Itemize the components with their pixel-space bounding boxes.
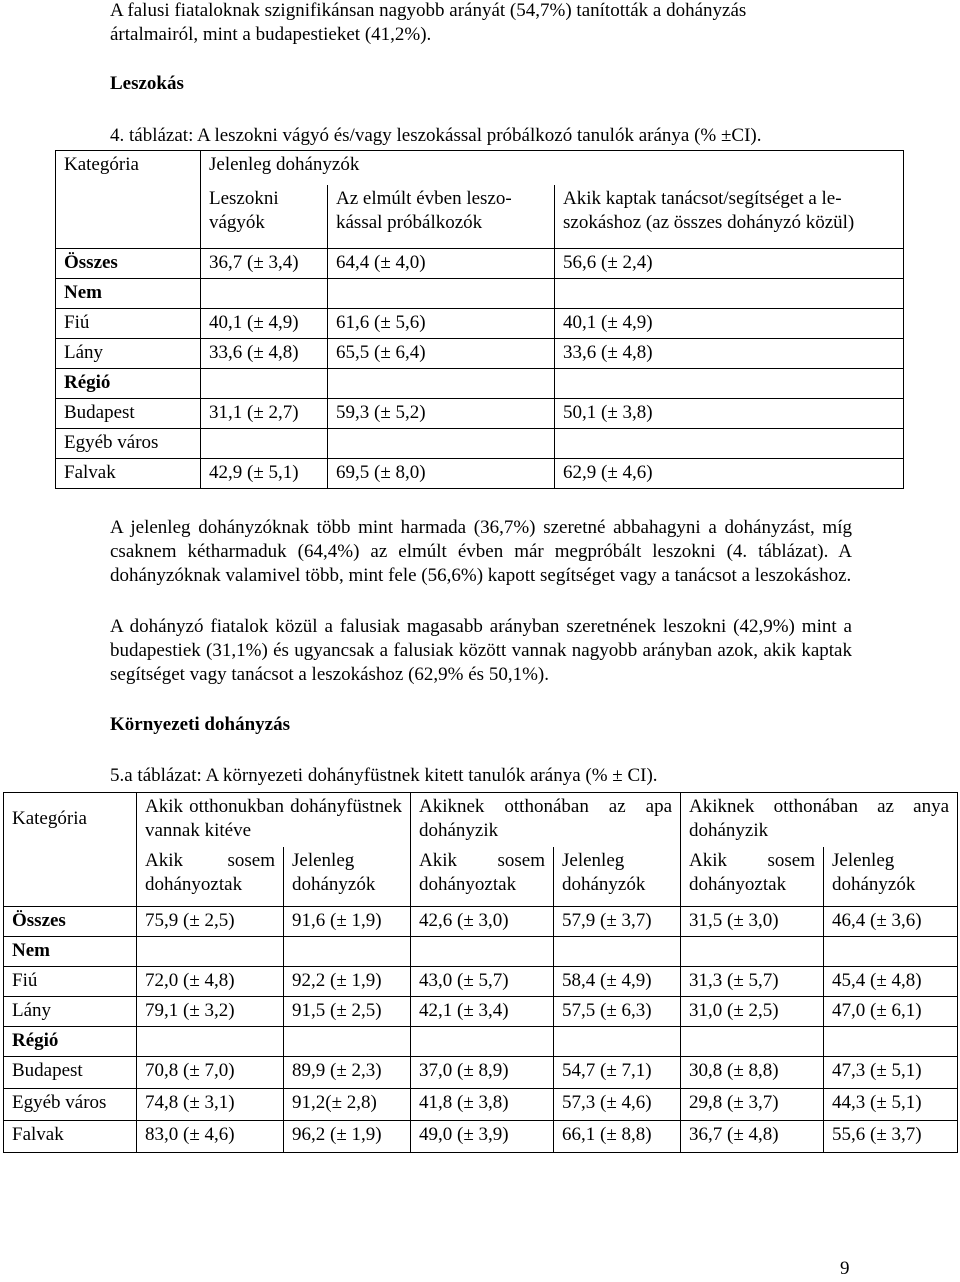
table5-head-group3: Akiknek otthonában az anya dohányzik: [681, 793, 958, 847]
table-cell: 31,3 (± 5,7): [681, 967, 824, 997]
table-cell: 61,6 (± 5,6): [328, 309, 555, 339]
table-cell: 92,2 (± 1,9): [284, 967, 411, 997]
table-cell: 41,8 (± 3,8): [411, 1089, 554, 1121]
table-cell: [555, 429, 904, 459]
table4-head-col2-line1: Az elmúlt évben leszo-: [336, 187, 512, 209]
table-cell: [411, 1027, 554, 1057]
table5-head-never-smoked: Akik sosem dohányoztak: [411, 847, 554, 907]
table-cell: [554, 937, 681, 967]
table-cell: [681, 1027, 824, 1057]
table-cell: 79,1 (± 3,2): [137, 997, 284, 1027]
table-cell: 31,0 (± 2,5): [681, 997, 824, 1027]
table-cell: [201, 279, 328, 309]
table-cell: [201, 429, 328, 459]
table-cell: 47,3 (± 5,1): [824, 1057, 958, 1089]
table-cell: 62,9 (± 4,6): [555, 459, 904, 489]
table-row-label: Fiú: [56, 309, 201, 339]
table-cell: 69,5 (± 8,0): [328, 459, 555, 489]
section-heading-leszokas: Leszokás: [110, 73, 184, 94]
table-row-label: Budapest: [56, 399, 201, 429]
table-cell: 54,7 (± 7,1): [554, 1057, 681, 1089]
table-cell: 75,9 (± 2,5): [137, 907, 284, 937]
table4-head-col3-line2: szokáshoz (az összes dohányzó közül): [563, 211, 855, 233]
table-cell: 40,1 (± 4,9): [555, 309, 904, 339]
table-cell: 31,1 (± 2,7): [201, 399, 328, 429]
table-row-label: Falvak: [4, 1121, 137, 1153]
table-cell: [284, 1027, 411, 1057]
table-cell: 56,6 (± 2,4): [555, 249, 904, 279]
table-cell: 59,3 (± 5,2): [328, 399, 555, 429]
table4-head-col2-line2: kással próbálkozók: [336, 211, 483, 233]
table-cell: 91,5 (± 2,5): [284, 997, 411, 1027]
table5-head-never-smoked: Akik sosem dohányoztak: [137, 847, 284, 907]
table-cell: 45,4 (± 4,8): [824, 967, 958, 997]
table-cell: 42,9 (± 5,1): [201, 459, 328, 489]
table-cell: 42,6 (± 3,0): [411, 907, 554, 937]
table-row-label: Egyéb város: [56, 429, 201, 459]
table-row-label: Nem: [4, 937, 137, 967]
table5-head-current-smoker: Jelenleg dohányzók: [554, 847, 681, 907]
table-row-label: Régió: [4, 1027, 137, 1057]
table-row-label: Régió: [56, 369, 201, 399]
table4-head-col1-line2: vágyók: [209, 211, 265, 233]
table-cell: 49,0 (± 3,9): [411, 1121, 554, 1153]
table-cell: 33,6 (± 4,8): [555, 339, 904, 369]
table-cell: [554, 1027, 681, 1057]
table-cell: [555, 279, 904, 309]
table-row-label: Lány: [4, 997, 137, 1027]
table-cell: 40,1 (± 4,9): [201, 309, 328, 339]
table-cell: 44,3 (± 5,1): [824, 1089, 958, 1121]
table-cell: 33,6 (± 4,8): [201, 339, 328, 369]
table-cell: 70,8 (± 7,0): [137, 1057, 284, 1089]
table-cell: 64,4 (± 4,0): [328, 249, 555, 279]
table4-head-col1: [201, 185, 328, 249]
section-heading-kornyezeti-dohanyzas: Környezeti dohányzás: [110, 714, 290, 735]
table-row-label: Falvak: [56, 459, 201, 489]
table-row-label: Nem: [56, 279, 201, 309]
table-cell: 57,9 (± 3,7): [554, 907, 681, 937]
page-number: 9: [840, 1258, 850, 1279]
table-cell: [411, 937, 554, 967]
table-cell: 57,5 (± 6,3): [554, 997, 681, 1027]
table4-head-col3: [555, 185, 904, 249]
table-cell: [201, 369, 328, 399]
table-cell: [328, 279, 555, 309]
table-cell: [137, 1027, 284, 1057]
table-5a: [3, 792, 958, 1153]
table-cell: 36,7 (± 4,8): [681, 1121, 824, 1153]
table5-head-kategoria: Kategória: [4, 793, 137, 907]
table-row-label: Budapest: [4, 1057, 137, 1089]
table4-head-col2: [328, 185, 555, 249]
table-cell: [681, 937, 824, 967]
table-cell: 55,6 (± 3,7): [824, 1121, 958, 1153]
table-cell: 57,3 (± 4,6): [554, 1089, 681, 1121]
table-4: [55, 150, 904, 489]
table5-head-group1: Akik otthonukban dohányfüstnek vannak kitéve: [137, 793, 411, 847]
table-cell: 89,9 (± 2,3): [284, 1057, 411, 1089]
table-cell: [555, 369, 904, 399]
table-cell: 91,6 (± 1,9): [284, 907, 411, 937]
intro-line-1: A falusi fiataloknak szignifikánsan nagyobb arányát (54,7%) tanították a dohányzás: [110, 0, 747, 21]
table-cell: [137, 937, 284, 967]
table-cell: 43,0 (± 5,7): [411, 967, 554, 997]
table5-caption: 5.a táblázat: A környezeti dohányfüstnek kitett tanulók aránya (% ± CI).: [110, 765, 658, 786]
table-cell: 66,1 (± 8,8): [554, 1121, 681, 1153]
table5-head-group2: Akiknek otthonában az apa dohányzik: [411, 793, 681, 847]
table-cell: [328, 369, 555, 399]
table-cell: 30,8 (± 8,8): [681, 1057, 824, 1089]
table4-head-kategoria: Kategória: [56, 151, 201, 249]
table4-head-col1-line1: Leszokni: [209, 187, 279, 209]
table-row-label: Lány: [56, 339, 201, 369]
table-cell: 65,5 (± 6,4): [328, 339, 555, 369]
table-row-label: Fiú: [4, 967, 137, 997]
table5-head-never-smoked: Akik sosem dohányoztak: [681, 847, 824, 907]
table4-head-group: Jelenleg dohányzók: [201, 151, 904, 185]
table4-head-col3-line1: Akik kaptak tanácsot/segítséget a le-: [563, 187, 842, 209]
paragraph-2: A dohányzó fiatalok közül a falusiak magasabb arányban szeretnének leszokni (42,9%) mint a budapestiek (31,1%) és ugyancsak a falusiak között vannak nagyobb arányban azok, akik kaptak segítséget vagy tanácsot a leszokáshoz (62,9% és 50,1%).: [110, 616, 852, 685]
table-cell: 58,4 (± 4,9): [554, 967, 681, 997]
table5-head-current-smoker: Jelenleg dohányzók: [284, 847, 411, 907]
table-cell: 46,4 (± 3,6): [824, 907, 958, 937]
table-row-label: Összes: [56, 249, 201, 279]
table-cell: 83,0 (± 4,6): [137, 1121, 284, 1153]
table-cell: [824, 937, 958, 967]
table5-head-current-smoker: Jelenleg dohányzók: [824, 847, 958, 907]
table-cell: [328, 429, 555, 459]
table-cell: 96,2 (± 1,9): [284, 1121, 411, 1153]
table-cell: 29,8 (± 3,7): [681, 1089, 824, 1121]
table-cell: 42,1 (± 3,4): [411, 997, 554, 1027]
table-cell: 47,0 (± 6,1): [824, 997, 958, 1027]
table-cell: [284, 937, 411, 967]
table-cell: 50,1 (± 3,8): [555, 399, 904, 429]
table-row-label: Egyéb város: [4, 1089, 137, 1121]
table-cell: 31,5 (± 3,0): [681, 907, 824, 937]
table-row-label: Összes: [4, 907, 137, 937]
table4-caption: 4. táblázat: A leszokni vágyó és/vagy leszokással próbálkozó tanulók aránya (% ±CI).: [110, 125, 762, 146]
table-cell: 36,7 (± 3,4): [201, 249, 328, 279]
table-cell: [824, 1027, 958, 1057]
intro-line-2: ártalmairól, mint a budapestieket (41,2%).: [110, 24, 432, 45]
table-cell: 37,0 (± 8,9): [411, 1057, 554, 1089]
table-cell: 72,0 (± 4,8): [137, 967, 284, 997]
paragraph-1: A jelenleg dohányzóknak több mint harmada (36,7%) szeretné abbahagyni a dohányzást, míg csaknem kétharmaduk (64,4%) az elmúlt évben már megpróbált leszokni (4. táblázat). A dohányzóknak valamivel több, mint fele (56,6%) kapott segítséget vagy a tanácsot a leszokáshoz.: [110, 517, 852, 586]
table-cell: 74,8 (± 3,1): [137, 1089, 284, 1121]
table-cell: 91,2(± 2,8): [284, 1089, 411, 1121]
